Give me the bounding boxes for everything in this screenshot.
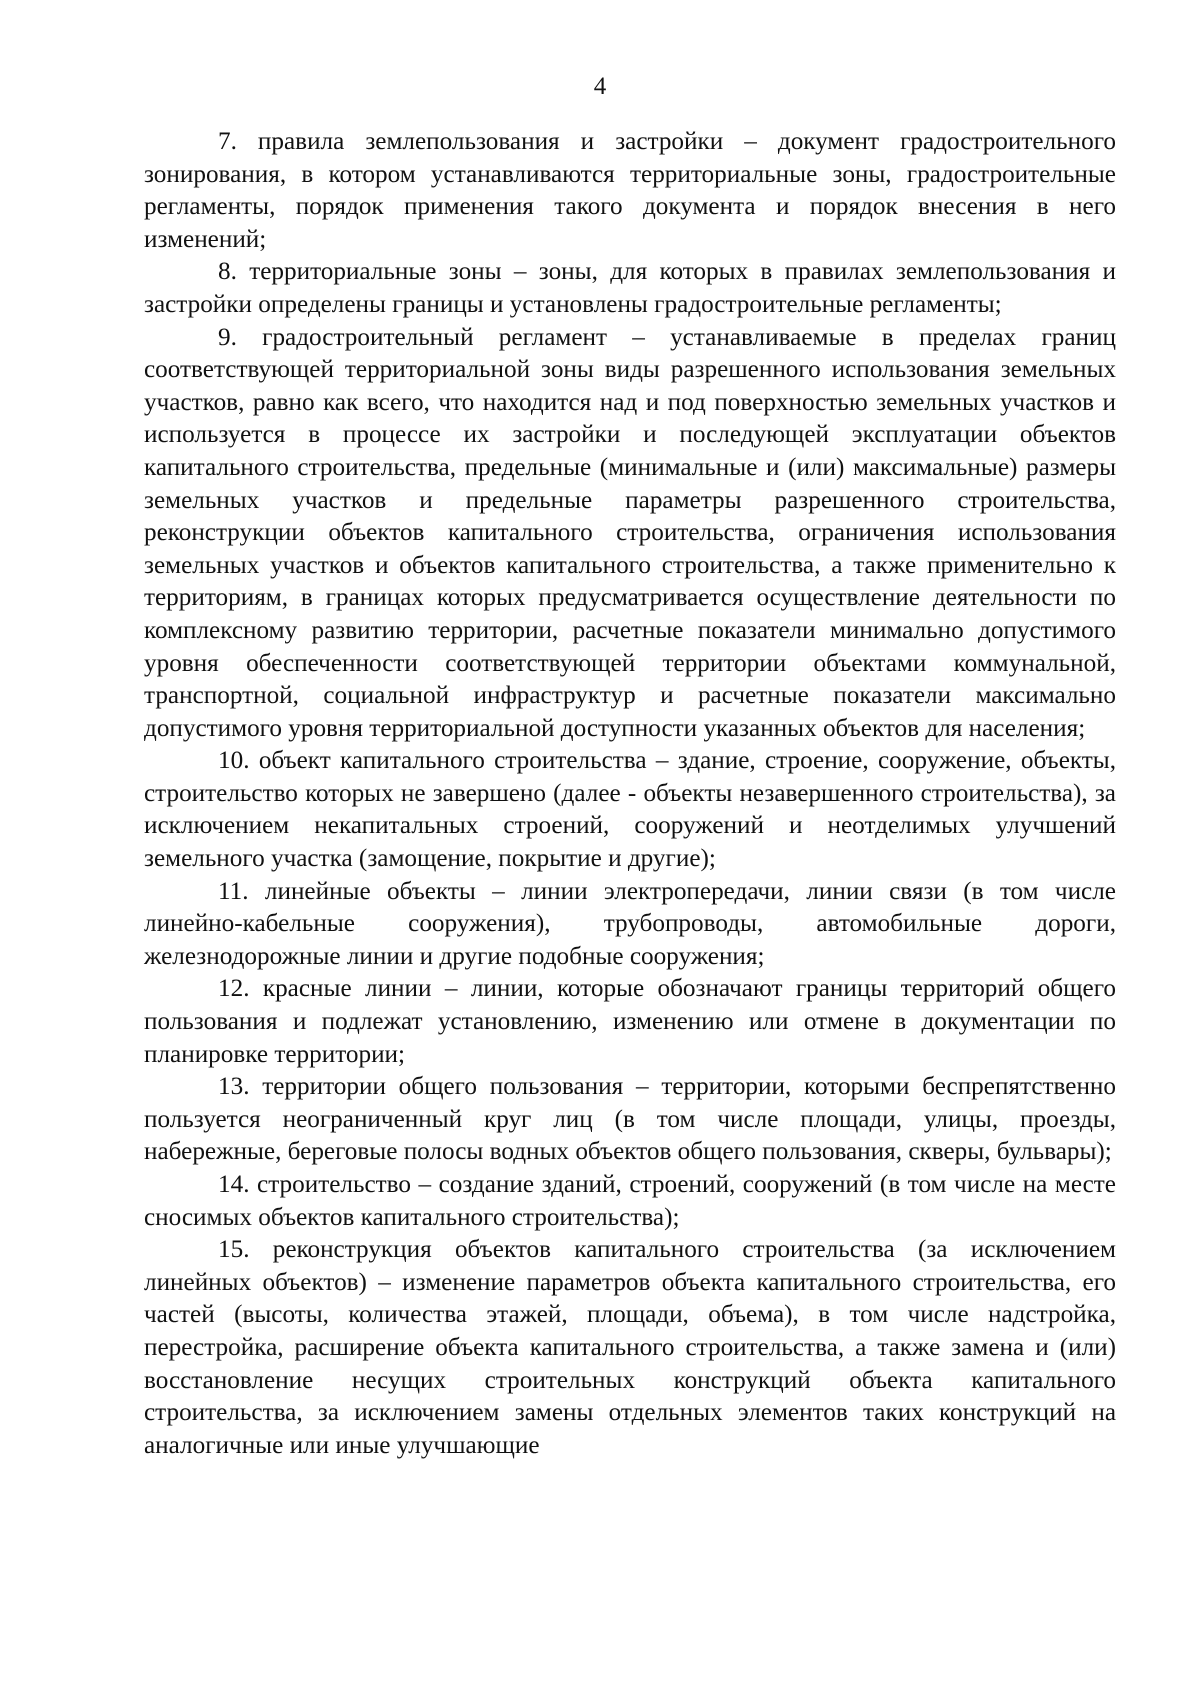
paragraph-11: 11. линейные объекты – линии электропередачи, линии связи (в том числе линейно-кабельные сооружения), трубопроводы, автомобильные дороги, железнодорожные линии и другие подобные сооружения; — [144, 877, 1116, 970]
paragraph-12: 12. красные линии – линии, которые обозначают границы территорий общего пользования и подлежат установлению, изменению или отмене в документации по планировке территории; — [144, 975, 1116, 1068]
paragraph-15: 15. реконструкция объектов капитального строительства (за исключением линейных объектов) – изменение параметров объекта капитального строительства, его частей (высоты, количества этажей, площади, объема), в том числе надстройка, перестройка, расширение объекта капитального строительства, а также замена и (или) восстановление несущих строительных конструкций объекта капитального строительства, за исключением замены отдельных элементов таких конструкций на аналогичные или иные улучшающие — [144, 1236, 1116, 1459]
paragraph-9: 9. градостроительный регламент – устанавливаемые в пределах границ соответствующей территориальной зоны виды разрешенного использования земельных участков, равно как всего, что находится над и под поверхностью земельных участков и используется в процессе их застройки и последующей эксплуатации объектов капитального строительства, предельные (минимальные и (или) максимальные) размеры земельных участков и предельные параметры разрешенного строительства, реконструкции объектов капитального строительства, ограничения использования земельных участков и объектов капитального строительства, а также применительно к территориям, в границах которых предусматривается осуществление деятельности по комплексному развитию территории, расчетные показатели минимально допустимого уровня обеспеченности соответствующей территории объектами коммунальной, транспортной, социальной инфраструктур и расчетные показатели максимально допустимого уровня территориальной доступности указанных объектов для населения; — [144, 323, 1116, 742]
paragraph-10: 10. объект капитального строительства – здание, строение, сооружение, объекты, строительство которых не завершено (далее - объекты незавершенного строительства), за исключением некапитальных строений, сооружений и неотделимых улучшений земельного участка (замощение, покрытие и другие); — [144, 747, 1116, 873]
paragraph-7: 7. правила землепользования и застройки – документ градостроительного зонирования, в котором устанавливаются территориальные зоны, градостроительные регламенты, порядок применения такого документа и порядок внесения в него изменений; — [144, 128, 1116, 253]
document-body — [144, 126, 1116, 1462]
paragraph-13: 13. территории общего пользования – территории, которыми беспрепятственно пользуется неограниченный круг лиц (в том числе площади, улицы, проезды, набережные, береговые полосы водных объектов общего пользования, скверы, бульвары); — [144, 1073, 1116, 1166]
page-number: 4 — [593, 73, 607, 100]
paragraph-8: 8. территориальные зоны – зоны, для которых в правилах землепользования и застройки определены границы и установлены градостроительные регламенты; — [144, 258, 1116, 318]
paragraph-14: 14. строительство – создание зданий, строений, сооружений (в том числе на месте сносимых объектов капитального строительства); — [144, 1171, 1116, 1231]
